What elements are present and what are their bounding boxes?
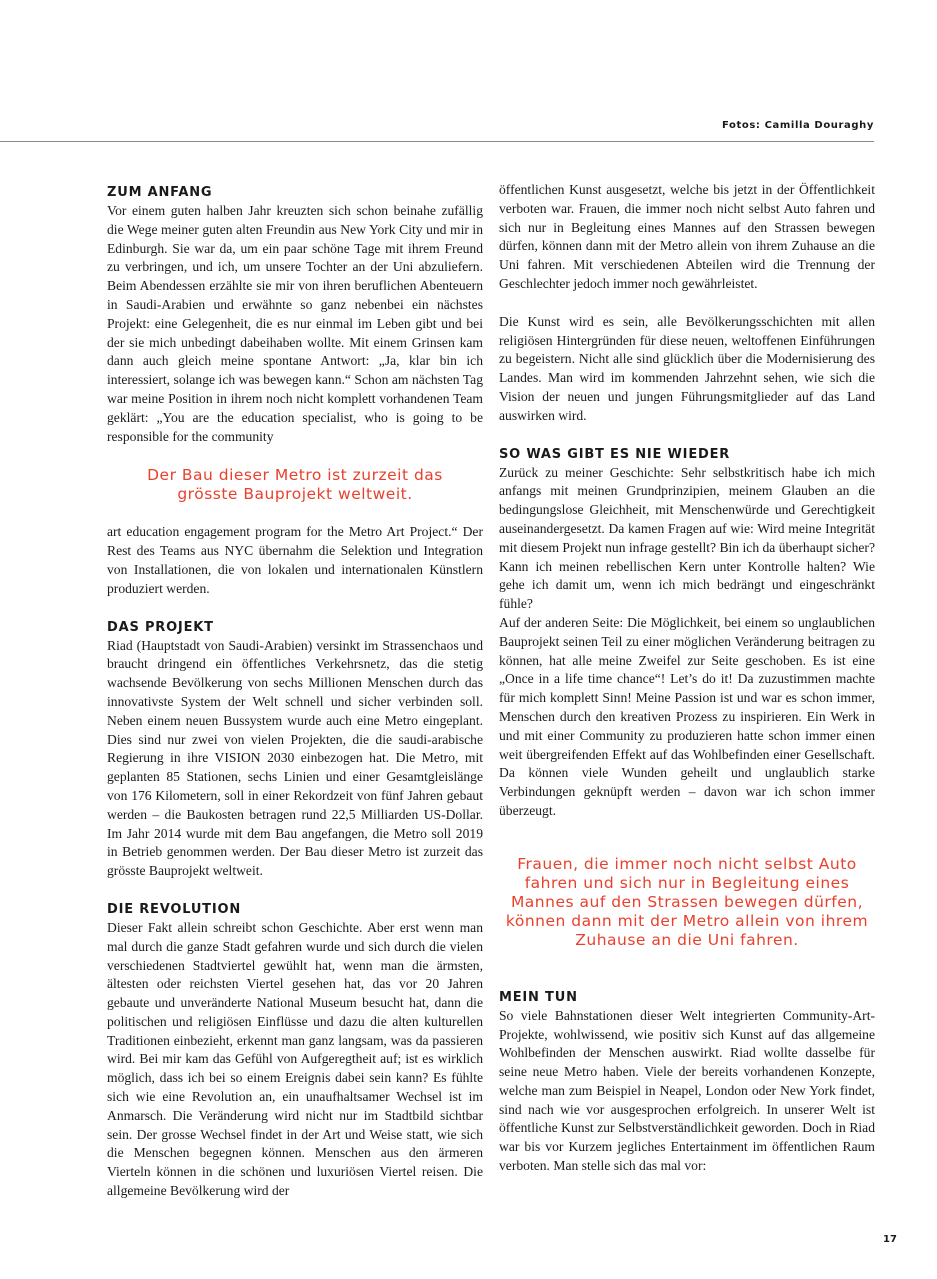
left-column bbox=[107, 181, 483, 1201]
paragraph-das-projekt: Riad (Hauptstadt von Saudi-Arabien) versinkt im Strassenchaos und braucht dringend ein öffentliches Verkehrsnetz, das die stetig wachsende Bevölkerung von sechs Millionen Menschen durch das innovativste System der Welt schnell und sicher verbinden soll. Neben einem neuen Bussystem wurde auch eine Metro eingeplant. Dies sind nur zwei von vielen Projekten, die die saudi-arabische Regierung in ihre VISION 2030 einbezogen hat. Die Metro, mit geplanten 85 Stationen, sechs Linien und einer Gesamtgleislänge von 176 Kilometern, soll in einer Rekordzeit von fünf Jahren gebaut werden – die Baukosten betragen rund 22,5 Milliarden US-Dollar. Im Jahr 2014 wurde mit dem Bau angefangen, die Metro soll 2019 in Betrieb genommen werden. Der Bau dieser Metro ist zurzeit das grösste Bauprojekt weltweit. bbox=[107, 637, 483, 879]
paragraph-zum-anfang: Vor einem guten halben Jahr kreuzten sich schon beinahe zufällig die Wege meiner guten alten Freundin aus New York City und mir in Edinburgh. Sie war da, um ein paar schöne Tage mit ihrem Freund zu verbringen, und ich, um unsere Tochter an der Uni abzuliefern. Beim Abendessen erzählte sie mir von ihren beruflichen Abenteuern in Saudi-Arabien und erwähnte so ganz nebenbei ein nächstes Projekt: eine Gelegenheit, die es nur einmal im Leben gibt und bei der sie mich unbedingt dabeihaben wollte. Mit einem Grinsen kam dann auch gleich meine spontane Antwort: „Ja, klar bin ich interessiert, solange ich was bewegen kann.“ Schon am nächsten Tag war meine Position in ihrem noch nicht komplett vorhandenen Team geklärt: „You are the education specialist, who is going to be responsible for the community bbox=[107, 203, 483, 444]
paragraph-so-was-gibt-es-nie-wieder: Zurück zu meiner Geschichte: Sehr selbstkritisch habe ich mich anfangs mit meinen Grundprinzipien, meinem Glauben an die bedingungslose Gleichheit, mit Menschenwürde und Gerechtigkeit auseinandergesetzt. Da kamen Fragen auf wie: Wird meine Integrität mit diesem Projekt nun infrage gestellt? Bin ich da überhaupt sicher? Kann ich meinen rebellischen Kern unter Kontrolle halten? Wie gehe ich damit um, wenn ich mich bedrängt und eingeschränkt fühle? bbox=[499, 464, 875, 612]
section-heading-die-revolution: DIE REVOLUTION bbox=[107, 901, 242, 917]
paragraph-mein-tun: So viele Bahnstationen dieser Welt integrierten Community-Art-Projekte, wohlwissend, wie positiv sich Kunst auf das allgemeine Wohlbefinden der Menschen auswirkt. Riad wollte dasselbe für seine neue Metro haben. Viele der bereits vorhandenen Konzepte, welche man zum Beispiel in Neapel, London oder New York findet, sind nach wie vor ausgesprochen erfolgreich. In unserer Welt ist öffentliche Kunst zur Selbstverständlichkeit geworden. Doch in Riad war bis vor Kurzem jegliches Entertainment im öffentlichen Raum verboten. Man stelle sich das mal vor: bbox=[499, 1007, 875, 1174]
pull-quote-right: Frauen, die immer noch nicht selbst Auto fahren und sich nur in Begleitung eines Mannes auf den Strassen bewegen dürfen, können dann mit der Metro allein von ihrem Zuhause an die Uni fahren. bbox=[505, 854, 869, 949]
paragraph-die-revolution: Dieser Fakt allein schreibt schon Geschichte. Aber erst wenn man mal durch die ganze Stadt gefahren wurde und sich durch die vielen verschiedenen Stadtviertel gewühlt hat, wenn man die ärmsten, ältesten oder reichsten Viertel gesehen hat, das vor 20 Jahren gebaute und unveränderte National Museum besucht hat, dann die politischen und religiösen Einflüsse und dazu die alten kulturellen Traditionen einbezieht, erkennt man ganz langsam, was da passieren wird. Bei mir kam das Gefühl von Aufgeregtheit auf; ist es wirklich möglich, dass ich bei so einem Ereignis dabei sein kann? Es fühlte sich wie eine Revolution an, ein unaufhaltsamer Wechsel ist im Anmarsch. Die Veränderung wird nicht nur im Stadtbild sichtbar sein. Der grosse Wechsel findet in der Art und Weise statt, wie sich die Menschen begegnen können. Menschen aus den ärmeren Vierteln können in die schönen und luxuriösen Viertel reisen. Die allgemeine Bevölkerung wird der bbox=[107, 919, 483, 1199]
paragraph-kunst: Die Kunst wird es sein, alle Bevölkerungsschichten mit allen religiösen Hintergründen für diese neuen, weltoffenen Einführungen zu begeistern. Nicht alle sind glücklich über die Modernisierung des Landes. Man wird im kommenden Jahrzehnt sehen, wie sich die Vision der neuen und jungen Führungsmitglieder auf das Land auswirken wird. bbox=[499, 313, 875, 423]
paragraph-revolution-continued: öffentlichen Kunst ausgesetzt, welche bis jetzt in der Öffentlichkeit verboten war. Frauen, die immer noch nicht selbst Auto fahren und sich nur in Begleitung eines Mannes auf den Strassen bewegen dürfen, können dann mit der Metro allein von ihrem Zuhause an die Uni fahren. Mit verschiedenen Abteilen wird die Trennung der Geschlechter jedoch immer noch gewährleistet. bbox=[499, 182, 875, 291]
section-heading-das-projekt: DAS PROJEKT bbox=[107, 619, 214, 635]
paragraph-andere-seite: Auf der anderen Seite: Die Möglichkeit, bei einem so unglaublichen Bauprojekt seinen Teil zu einer möglichen Veränderung beitragen zu können, hat alle meine Zweifel zur Seite geschoben. Es ist eine „Once in a life time chance“! Let’s do it! Da zuzustimmen machte für mich komplett Sinn! Meine Passion ist und war es schon immer, Menschen durch den kreativen Prozess zu inspirieren. Ein Werk in und mit einer Community zu produzieren hatte schon immer einen weit übergreifenden Effekt auf das Wohlbefinden einer Gesellschaft. Da können viele Wunden geheilt und unglaublich starke Verbindungen geknüpft werden – davon war ich schon immer überzeugt. bbox=[499, 614, 875, 818]
section-heading-zum-anfang: ZUM ANFANG bbox=[107, 185, 213, 200]
section-heading-so-was-gibt-es-nie-wieder: SO WAS GIBT ES NIE WIEDER bbox=[499, 446, 731, 462]
page-number: 17 bbox=[883, 1234, 897, 1245]
section-heading-mein-tun: MEIN TUN bbox=[499, 989, 578, 1005]
pull-quote-left: Der Bau dieser Metro ist zurzeit das grösste Bauprojekt weltweit. bbox=[147, 466, 443, 504]
right-column bbox=[499, 181, 875, 1176]
photo-credit: Fotos: Camilla Douraghy bbox=[722, 120, 874, 131]
paragraph-zum-anfang-continued: art education engagement program for the Metro Art Project.“ Der Rest des Teams aus NYC übernahm die Selektion und Integration von Installationen, die von lokalen und internationalen Künstlern produziert werden. bbox=[107, 524, 483, 596]
header-divider bbox=[0, 141, 874, 142]
